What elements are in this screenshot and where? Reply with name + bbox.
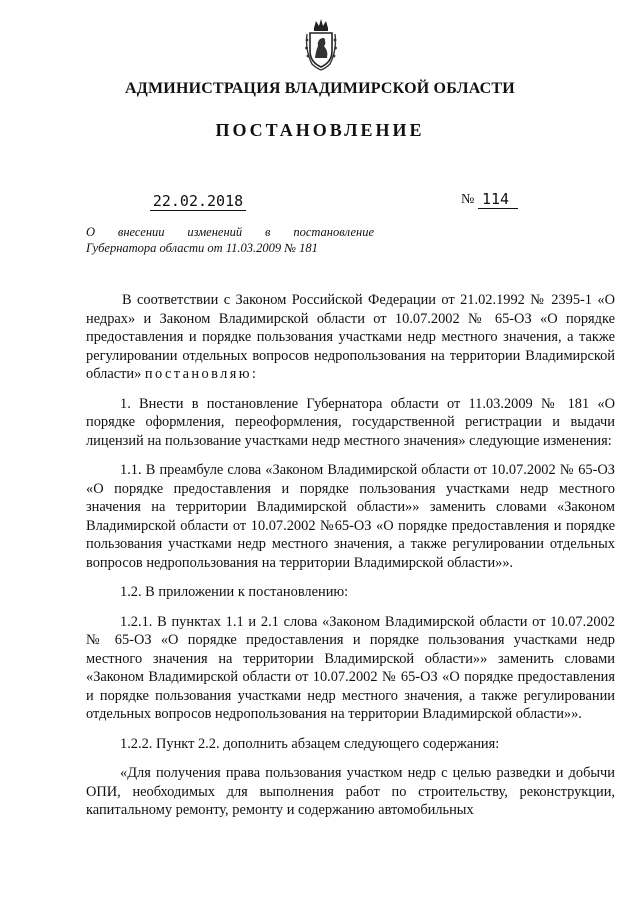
number-label: № [461, 192, 475, 207]
paragraph-1-2-2: 1.2.2. Пункт 2.2. дополнить абзацем следующего содержания: [120, 735, 500, 752]
subject-line-2: Губернатора области от 11.03.2009 № 181 [86, 241, 318, 255]
document-subject [86, 224, 374, 256]
preamble-text: В соответствии с Законом Российской Федерации от 21.02.1992 № 2395-1 «О недрах» и Законом Владимирской области от 10.07.2002 № 65-ОЗ «О порядке предоставления и порядке пользования участками недр местного значения, а также регулировании отдельных вопросов недропользования на территории Владимирской области» [86, 292, 615, 382]
resolution-keyword: постановляю: [144, 366, 259, 382]
paragraph-preamble [86, 291, 615, 384]
coat-of-arms-icon [304, 18, 338, 72]
paragraph-1-1: 1.1. В преамбуле слова «Законом Владимирской области от 10.07.2002 № 65-ОЗ «О порядке предоставления и порядке пользования участками недр местного значения на территории Владимирской области»» заменить словами «Законом Владимирской области от 10.07.2002 №65-ОЗ «О порядке предоставления и порядке пользования участками недр местного значения, а также регулировании отдельных вопросов недропользования на территории Владимирской области»». [86, 462, 615, 571]
subject-line-1: О внесении изменений в постановление [86, 225, 374, 239]
document-date: 22.02.2018 [150, 192, 246, 211]
paragraph-quote: «Для получения права пользования участком недр с целью разведки и добычи ОПИ, необходимых для выполнения работ по строительству, реконструкции, капитальному ремонту, ремонту и содержанию автомобильных [86, 765, 615, 818]
document-number: 114 [478, 190, 518, 209]
paragraph-1: 1. Внести в постановление Губернатора области от 11.03.2009 № 181 «О порядке оформления, переоформления, государственной регистрации и выдачи лицензий на пользование участками недр местного значения» следующие изменения: [86, 395, 615, 449]
organization-title: АДМИНИСТРАЦИЯ ВЛАДИМИРСКОЙ ОБЛАСТИ [125, 80, 515, 97]
paragraph-1-2: 1.2. В приложении к постановлению: [120, 584, 349, 600]
paragraph-1-2-1: 1.2.1. В пунктах 1.1 и 2.1 слова «Законом Владимирской области от 10.07.2002 № 65-ОЗ «О порядке предоставления и порядке пользования участками недр местного значения на территории Владимирской области»» заменить словами «Законом Владимирской области от 10.07.2002 № 65-ОЗ «О порядке предоставления и порядке пользования участками недр местного значения, а также регулировании отдельных вопросов недропользования на территории Владимирской области»». [86, 613, 615, 722]
document-body [86, 291, 615, 820]
document-type-title: ПОСТАНОВЛЕНИЕ [215, 120, 425, 140]
